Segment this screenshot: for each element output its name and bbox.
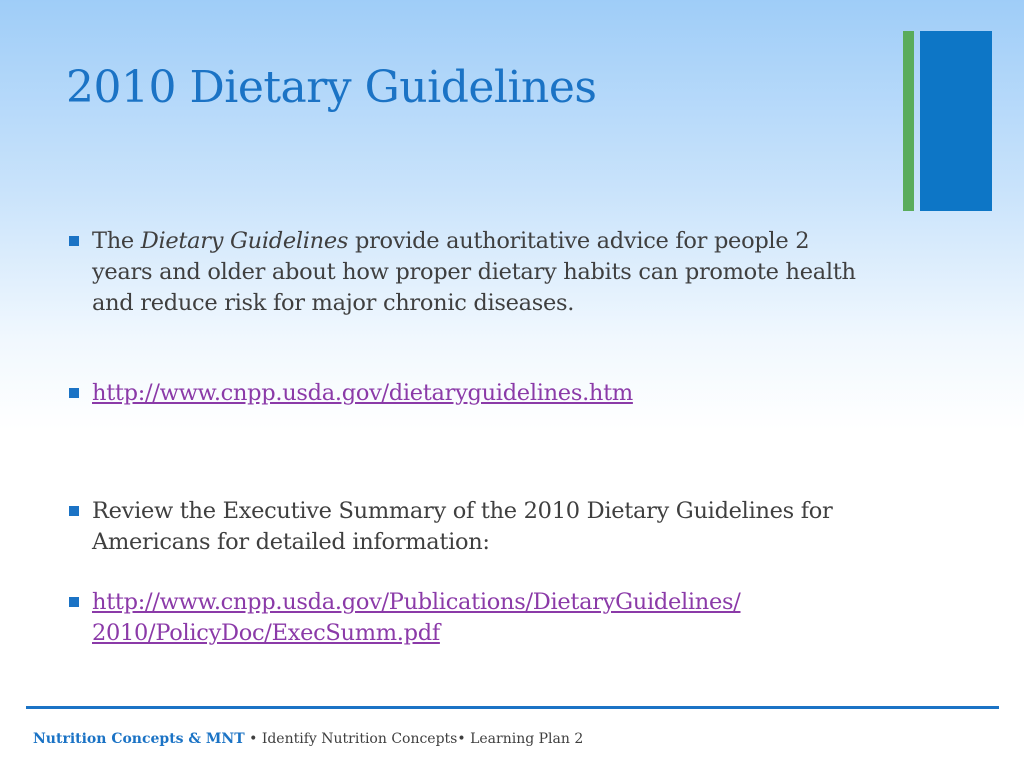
square-bullet-icon bbox=[69, 597, 79, 607]
bullet-text-1: The Dietary Guidelines provide authoritative advice for people 2 years and older about how proper dietary habits can promote health and reduce risk for major chronic diseases. bbox=[92, 228, 856, 316]
bullet-text-2 bbox=[92, 378, 872, 409]
dietary-guidelines-link[interactable]: http://www.cnpp.usda.gov/dietaryguidelines.htm bbox=[92, 380, 633, 406]
blue-accent-block bbox=[920, 31, 992, 211]
footer-section: Identify Nutrition Concepts bbox=[261, 731, 458, 747]
italic-title: Dietary Guidelines bbox=[140, 228, 349, 254]
slide-title: 2010 Dietary Guidelines bbox=[66, 62, 597, 113]
footer-divider bbox=[26, 706, 999, 709]
square-bullet-icon bbox=[69, 236, 79, 246]
green-accent-bar bbox=[903, 31, 914, 211]
footer-brand: Nutrition Concepts & MNT bbox=[33, 731, 245, 747]
exec-summary-link[interactable]: http://www.cnpp.usda.gov/Publications/DietaryGuidelines/ 2010/PolicyDoc/ExecSumm.pdf bbox=[92, 589, 741, 646]
footer: Nutrition Concepts & MNT • Identify Nutrition Concepts• Learning Plan 2 bbox=[33, 731, 584, 747]
bullet-text-3: Review the Executive Summary of the 2010 Dietary Guidelines for Americans for detailed information: bbox=[92, 498, 833, 555]
square-bullet-icon bbox=[69, 506, 79, 516]
footer-plan: Learning Plan 2 bbox=[470, 731, 584, 747]
bullet-text-4 bbox=[92, 587, 872, 649]
square-bullet-icon bbox=[69, 388, 79, 398]
